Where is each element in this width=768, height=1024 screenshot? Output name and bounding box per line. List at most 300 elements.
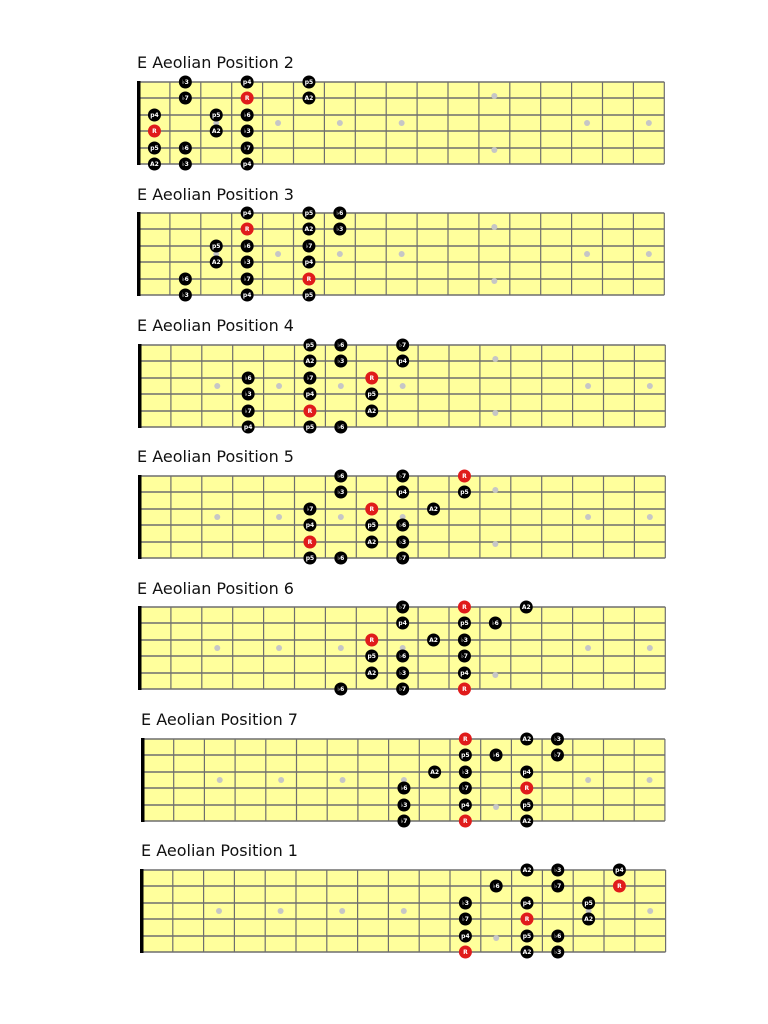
inlay-dot bbox=[337, 120, 343, 126]
scale-note-marker bbox=[427, 503, 440, 516]
inlay-dot bbox=[340, 777, 346, 783]
note-label: ♭3 bbox=[461, 769, 469, 777]
note-label: ♭7 bbox=[554, 883, 562, 891]
note-label: ♭6 bbox=[337, 555, 345, 563]
note-label: R bbox=[307, 539, 313, 547]
root-note-marker bbox=[303, 536, 316, 549]
scale-note-marker bbox=[365, 650, 378, 663]
scale-note-marker bbox=[241, 289, 254, 302]
scale-note-marker bbox=[458, 634, 471, 647]
note-label: ♭6 bbox=[492, 883, 500, 891]
note-label: ♭3 bbox=[554, 867, 562, 875]
note-label: ♭6 bbox=[181, 276, 189, 284]
scale-note-marker bbox=[397, 782, 410, 795]
nut bbox=[140, 869, 144, 953]
scale-note-marker bbox=[551, 930, 564, 943]
note-label: p4 bbox=[461, 933, 470, 941]
inlay-dot bbox=[278, 777, 284, 783]
scale-note-marker bbox=[334, 421, 347, 434]
fretboard bbox=[0, 180, 768, 310]
scale-note-marker bbox=[179, 76, 192, 89]
note-label: p5 bbox=[305, 424, 315, 432]
note-label: ♭3 bbox=[244, 391, 252, 399]
scale-note-marker bbox=[303, 355, 316, 368]
scale-note-marker bbox=[551, 733, 564, 746]
scale-note-marker bbox=[396, 355, 409, 368]
diagram-position-6 bbox=[0, 574, 768, 704]
note-label: ♭3 bbox=[400, 802, 408, 810]
note-label: ♭6 bbox=[337, 342, 345, 350]
note-label: p5 bbox=[460, 620, 469, 628]
diagram-position-2 bbox=[0, 48, 768, 178]
inlay-dot bbox=[491, 278, 497, 284]
nut bbox=[138, 606, 142, 690]
root-note-marker bbox=[303, 405, 316, 418]
inlay-dot bbox=[493, 804, 499, 810]
note-label: ♭7 bbox=[306, 506, 314, 514]
scale-note-marker bbox=[521, 946, 534, 959]
inlay-dot bbox=[399, 251, 405, 257]
note-label: ♭6 bbox=[399, 653, 407, 661]
note-label: p4 bbox=[242, 79, 252, 87]
inlay-dot bbox=[401, 908, 407, 914]
note-label: R bbox=[463, 818, 468, 826]
note-label: ♭3 bbox=[337, 358, 345, 366]
note-label: p5 bbox=[305, 555, 315, 563]
nut bbox=[137, 81, 141, 165]
scale-note-marker bbox=[459, 766, 472, 779]
note-label: ♭6 bbox=[399, 522, 407, 530]
scale-note-marker bbox=[334, 683, 347, 696]
scale-note-marker bbox=[334, 339, 347, 352]
scale-note-marker bbox=[520, 815, 533, 828]
note-label: ♭6 bbox=[400, 785, 408, 793]
nut bbox=[138, 475, 142, 559]
scale-note-marker bbox=[148, 142, 161, 155]
note-label: A2 bbox=[211, 259, 221, 267]
inlay-dot bbox=[338, 645, 344, 651]
inlay-dot bbox=[399, 120, 405, 126]
note-label: ♭3 bbox=[181, 292, 189, 300]
scale-note-marker bbox=[613, 864, 626, 877]
diagram-title: E Aeolian Position 3 bbox=[137, 185, 294, 204]
inlay-dot bbox=[647, 514, 653, 520]
note-label: A2 bbox=[429, 506, 438, 514]
note-label: R bbox=[463, 949, 468, 957]
scale-note-marker bbox=[179, 289, 192, 302]
inlay-dot bbox=[339, 908, 345, 914]
note-label: ♭3 bbox=[554, 949, 562, 957]
root-note-marker bbox=[302, 273, 315, 286]
note-label: R bbox=[369, 506, 375, 514]
scale-note-marker bbox=[458, 617, 471, 630]
scale-note-marker bbox=[365, 536, 378, 549]
note-label: p4 bbox=[305, 391, 315, 399]
inlay-dot bbox=[400, 383, 406, 389]
scale-note-marker bbox=[303, 388, 316, 401]
note-label: R bbox=[152, 128, 157, 136]
inlay-dot bbox=[214, 514, 220, 520]
scale-note-marker bbox=[241, 240, 254, 253]
note-label: p4 bbox=[398, 489, 407, 497]
note-label: R bbox=[306, 276, 312, 284]
note-label: p4 bbox=[522, 769, 531, 777]
note-label: A2 bbox=[584, 916, 594, 924]
note-label: p5 bbox=[367, 653, 376, 661]
scale-note-marker bbox=[551, 864, 564, 877]
inlay-dot bbox=[492, 410, 498, 416]
scale-note-marker bbox=[303, 421, 316, 434]
root-note-marker bbox=[148, 125, 161, 138]
scale-note-marker bbox=[179, 158, 192, 171]
scale-note-marker bbox=[334, 470, 347, 483]
note-label: p4 bbox=[522, 900, 532, 908]
scale-note-marker bbox=[148, 158, 161, 171]
scale-note-marker bbox=[179, 92, 192, 105]
scale-note-marker bbox=[365, 667, 378, 680]
scale-note-marker bbox=[396, 552, 409, 565]
note-label: ♭3 bbox=[243, 259, 251, 267]
note-label: R bbox=[524, 916, 530, 924]
fretboard bbox=[0, 48, 768, 178]
scale-note-marker bbox=[521, 864, 534, 877]
root-note-marker bbox=[365, 503, 378, 516]
inlay-dot bbox=[584, 251, 590, 257]
scale-note-marker bbox=[459, 782, 472, 795]
note-label: p5 bbox=[522, 802, 531, 810]
fretboard bbox=[0, 442, 768, 572]
nut bbox=[137, 212, 141, 296]
scale-note-marker bbox=[241, 207, 254, 220]
root-note-marker bbox=[241, 223, 254, 236]
scale-note-marker bbox=[551, 880, 564, 893]
note-label: p5 bbox=[367, 522, 376, 530]
scale-note-marker bbox=[365, 519, 378, 532]
note-label: p4 bbox=[615, 867, 624, 875]
note-label: p5 bbox=[212, 112, 221, 120]
note-label: A2 bbox=[367, 539, 377, 547]
scale-note-marker bbox=[490, 749, 503, 762]
note-label: A2 bbox=[367, 408, 377, 416]
scale-note-marker bbox=[459, 897, 472, 910]
note-label: A2 bbox=[304, 226, 314, 234]
note-label: R bbox=[462, 473, 467, 481]
scale-note-marker bbox=[302, 76, 315, 89]
inlay-dot bbox=[491, 93, 497, 99]
note-label: ♭6 bbox=[243, 243, 251, 251]
note-label: ♭7 bbox=[243, 145, 251, 153]
scale-note-marker bbox=[396, 683, 409, 696]
note-label: A2 bbox=[430, 769, 440, 777]
note-label: p5 bbox=[461, 752, 470, 760]
note-label: A2 bbox=[429, 637, 438, 645]
note-label: ♭7 bbox=[244, 408, 252, 416]
scale-note-marker bbox=[551, 749, 564, 762]
note-label: A2 bbox=[522, 818, 532, 826]
note-label: ♭3 bbox=[336, 226, 344, 234]
note-label: ♭6 bbox=[336, 210, 344, 218]
inlay-dot bbox=[585, 777, 591, 783]
note-label: p5 bbox=[460, 489, 469, 497]
scale-note-marker bbox=[148, 109, 161, 122]
note-label: ♭7 bbox=[461, 785, 469, 793]
scale-note-marker bbox=[302, 92, 315, 105]
note-label: p4 bbox=[398, 358, 407, 366]
inlay-dot bbox=[585, 645, 591, 651]
inlay-dot bbox=[214, 645, 220, 651]
inlay-dot bbox=[492, 672, 498, 678]
inlay-dot bbox=[646, 120, 652, 126]
scale-note-marker bbox=[396, 617, 409, 630]
diagram-position-4 bbox=[0, 311, 768, 441]
inlay-dot bbox=[214, 383, 220, 389]
scale-note-marker bbox=[242, 372, 255, 385]
note-label: ♭3 bbox=[461, 900, 469, 908]
note-label: R bbox=[307, 408, 313, 416]
scale-note-marker bbox=[334, 486, 347, 499]
scale-note-marker bbox=[396, 667, 409, 680]
note-label: R bbox=[462, 604, 467, 612]
note-label: ♭7 bbox=[400, 818, 408, 826]
note-label: R bbox=[463, 736, 468, 744]
note-label: p4 bbox=[398, 620, 407, 628]
note-label: R bbox=[244, 95, 250, 103]
inlay-dot bbox=[276, 514, 282, 520]
note-label: R bbox=[369, 637, 375, 645]
diagram-title: E Aeolian Position 4 bbox=[137, 316, 294, 335]
note-label: ♭3 bbox=[399, 539, 407, 547]
note-label: A2 bbox=[522, 736, 532, 744]
root-note-marker bbox=[459, 946, 472, 959]
scale-note-marker bbox=[333, 207, 346, 220]
note-label: A2 bbox=[305, 358, 315, 366]
note-label: ♭3 bbox=[337, 489, 345, 497]
scale-note-marker bbox=[396, 470, 409, 483]
scale-note-marker bbox=[520, 766, 533, 779]
root-note-marker bbox=[458, 683, 471, 696]
note-label: R bbox=[617, 883, 622, 891]
note-label: p4 bbox=[242, 161, 252, 169]
scale-note-marker bbox=[521, 897, 534, 910]
scale-note-marker bbox=[459, 930, 472, 943]
note-label: ♭6 bbox=[337, 686, 345, 694]
note-label: p4 bbox=[150, 112, 159, 120]
inlay-dot bbox=[337, 251, 343, 257]
scale-note-marker bbox=[241, 125, 254, 138]
note-label: ♭6 bbox=[492, 752, 500, 760]
note-label: ♭6 bbox=[337, 473, 345, 481]
scale-note-marker bbox=[459, 799, 472, 812]
scale-note-marker bbox=[365, 388, 378, 401]
scale-note-marker bbox=[458, 667, 471, 680]
scale-note-marker bbox=[179, 142, 192, 155]
note-label: p5 bbox=[304, 292, 314, 300]
scale-note-marker bbox=[520, 799, 533, 812]
nut bbox=[138, 344, 142, 428]
inlay-dot bbox=[276, 645, 282, 651]
root-note-marker bbox=[241, 92, 254, 105]
scale-note-marker bbox=[397, 815, 410, 828]
inlay-dot bbox=[278, 908, 284, 914]
inlay-dot bbox=[584, 120, 590, 126]
note-label: ♭7 bbox=[399, 473, 407, 481]
note-label: ♭6 bbox=[554, 933, 562, 941]
note-label: ♭7 bbox=[399, 686, 407, 694]
fretboard bbox=[0, 311, 768, 441]
scale-note-marker bbox=[241, 158, 254, 171]
scale-note-marker bbox=[396, 536, 409, 549]
scale-note-marker bbox=[241, 76, 254, 89]
note-label: A2 bbox=[522, 949, 532, 957]
fretboard bbox=[0, 836, 768, 966]
note-label: A2 bbox=[521, 604, 531, 612]
note-label: p4 bbox=[304, 259, 314, 267]
inlay-dot bbox=[585, 514, 591, 520]
inlay-dot bbox=[493, 935, 499, 941]
note-label: ♭7 bbox=[305, 243, 313, 251]
scale-note-marker bbox=[396, 486, 409, 499]
note-label: ♭3 bbox=[399, 670, 407, 678]
scale-note-marker bbox=[520, 601, 533, 614]
note-label: ♭3 bbox=[181, 79, 189, 87]
inlay-dot bbox=[275, 251, 281, 257]
diagram-position-5 bbox=[0, 442, 768, 572]
nut bbox=[141, 738, 145, 822]
note-label: ♭6 bbox=[337, 424, 345, 432]
note-label: p5 bbox=[305, 342, 315, 350]
note-label: A2 bbox=[522, 867, 532, 875]
note-label: p4 bbox=[461, 802, 470, 810]
scale-note-marker bbox=[458, 650, 471, 663]
root-note-marker bbox=[459, 733, 472, 746]
note-label: R bbox=[462, 686, 467, 694]
note-label: ♭3 bbox=[243, 128, 251, 136]
scale-note-marker bbox=[210, 240, 223, 253]
root-note-marker bbox=[520, 782, 533, 795]
note-label: ♭3 bbox=[553, 736, 561, 744]
note-label: p4 bbox=[305, 522, 315, 530]
fretboard bbox=[0, 705, 768, 835]
scale-note-marker bbox=[459, 913, 472, 926]
diagram-position-3 bbox=[0, 180, 768, 310]
inlay-dot bbox=[647, 645, 653, 651]
scale-note-marker bbox=[241, 109, 254, 122]
scale-note-marker bbox=[427, 634, 440, 647]
note-label: R bbox=[524, 785, 530, 793]
inlay-dot bbox=[338, 514, 344, 520]
scale-note-marker bbox=[302, 256, 315, 269]
note-label: ♭7 bbox=[461, 916, 469, 924]
note-label: A2 bbox=[211, 128, 221, 136]
root-note-marker bbox=[613, 880, 626, 893]
inlay-dot bbox=[217, 777, 223, 783]
note-label: ♭7 bbox=[399, 555, 407, 563]
scale-note-marker bbox=[333, 223, 346, 236]
note-label: p4 bbox=[460, 670, 469, 678]
inlay-dot bbox=[647, 383, 653, 389]
note-label: p5 bbox=[584, 900, 593, 908]
root-note-marker bbox=[459, 815, 472, 828]
note-label: p5 bbox=[212, 243, 221, 251]
scale-note-marker bbox=[210, 256, 223, 269]
inlay-dot bbox=[216, 908, 222, 914]
scale-note-marker bbox=[396, 650, 409, 663]
scale-note-marker bbox=[302, 207, 315, 220]
scale-note-marker bbox=[179, 273, 192, 286]
scale-note-marker bbox=[210, 109, 223, 122]
note-label: p4 bbox=[243, 424, 253, 432]
root-note-marker bbox=[365, 634, 378, 647]
diagram-title: E Aeolian Position 6 bbox=[137, 579, 294, 598]
note-label: ♭7 bbox=[306, 375, 314, 383]
scale-note-marker bbox=[365, 405, 378, 418]
scale-note-marker bbox=[490, 880, 503, 893]
inlay-dot bbox=[338, 383, 344, 389]
inlay-dot bbox=[491, 224, 497, 230]
note-label: p5 bbox=[522, 933, 532, 941]
scale-note-marker bbox=[302, 240, 315, 253]
inlay-dot bbox=[492, 541, 498, 547]
scale-note-marker bbox=[303, 372, 316, 385]
note-label: R bbox=[369, 375, 375, 383]
note-label: p5 bbox=[304, 210, 314, 218]
scale-note-marker bbox=[521, 930, 534, 943]
root-note-marker bbox=[365, 372, 378, 385]
root-note-marker bbox=[458, 470, 471, 483]
note-label: ♭6 bbox=[181, 145, 189, 153]
scale-note-marker bbox=[303, 503, 316, 516]
scale-note-marker bbox=[582, 913, 595, 926]
diagram-title: E Aeolian Position 1 bbox=[141, 841, 298, 860]
inlay-dot bbox=[492, 356, 498, 362]
diagram-title: E Aeolian Position 5 bbox=[137, 447, 294, 466]
scale-note-marker bbox=[241, 142, 254, 155]
diagram-position-7 bbox=[0, 705, 768, 835]
scale-note-marker bbox=[489, 617, 502, 630]
scale-note-marker bbox=[551, 946, 564, 959]
diagram-title: E Aeolian Position 7 bbox=[141, 710, 298, 729]
note-label: p4 bbox=[242, 292, 252, 300]
scale-note-marker bbox=[303, 519, 316, 532]
diagram-title: E Aeolian Position 2 bbox=[137, 53, 294, 72]
scale-note-marker bbox=[459, 749, 472, 762]
inlay-dot bbox=[646, 251, 652, 257]
root-note-marker bbox=[521, 913, 534, 926]
scale-note-marker bbox=[520, 733, 533, 746]
scale-note-marker bbox=[241, 273, 254, 286]
scale-note-marker bbox=[396, 519, 409, 532]
scale-note-marker bbox=[210, 125, 223, 138]
scale-note-marker bbox=[242, 388, 255, 401]
note-label: ♭7 bbox=[399, 604, 407, 612]
note-label: ♭7 bbox=[399, 342, 407, 350]
scale-note-marker bbox=[334, 355, 347, 368]
fretboard bbox=[0, 574, 768, 704]
scale-note-marker bbox=[334, 552, 347, 565]
note-label: ♭6 bbox=[491, 620, 499, 628]
scale-note-marker bbox=[428, 766, 441, 779]
scale-note-marker bbox=[303, 552, 316, 565]
note-label: ♭3 bbox=[181, 161, 189, 169]
scale-note-marker bbox=[303, 339, 316, 352]
inlay-dot bbox=[647, 908, 653, 914]
inlay-dot bbox=[491, 147, 497, 153]
diagram-position-1 bbox=[0, 836, 768, 966]
scale-note-marker bbox=[397, 799, 410, 812]
scale-note-marker bbox=[396, 339, 409, 352]
inlay-dot bbox=[647, 777, 653, 783]
note-label: ♭6 bbox=[244, 375, 252, 383]
